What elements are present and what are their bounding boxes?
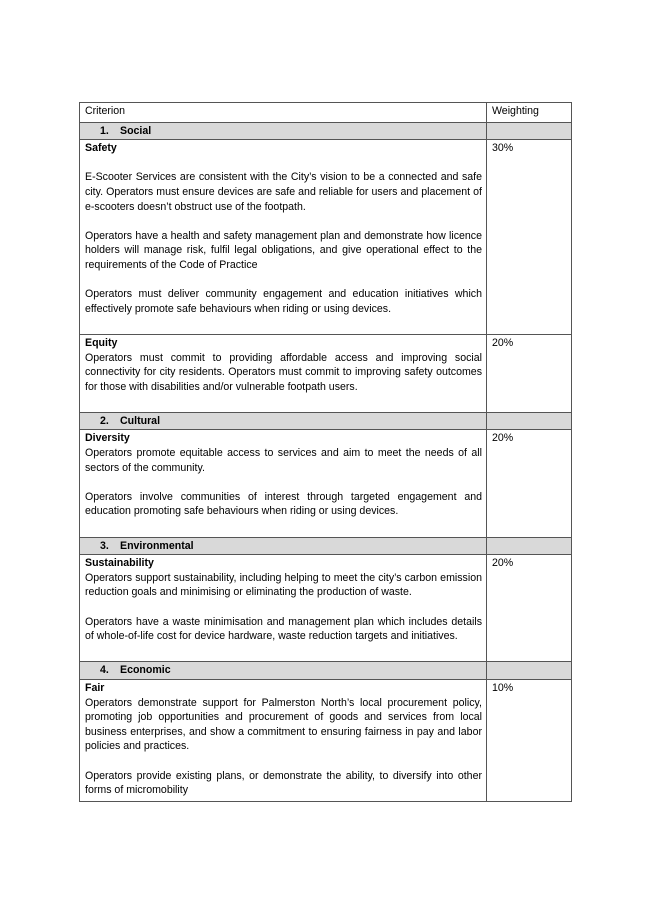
- weighting-value: 20%: [487, 555, 572, 662]
- criterion-cell: [80, 430, 487, 537]
- weighting-header: Weighting: [487, 103, 572, 123]
- criterion-paragraph: Operators involve communities of interest through targeted engagement and education promoting safe behaviours when riding or using devices.: [85, 490, 482, 518]
- section-number: 4.: [100, 664, 109, 677]
- criterion-paragraph: Operators demonstrate support for Palmerston North’s local procurement policy, promoting job opportunities and procurement of goods and services from local business enterprises, and show a commitment to ensuring fairness in pay and labor policies and practices.: [85, 696, 482, 753]
- criterion-row: [80, 430, 572, 537]
- criterion-header: Criterion: [80, 103, 487, 123]
- section-name: Cultural: [120, 414, 161, 427]
- section-weighting-cell: [487, 122, 572, 140]
- section-weighting-cell: [487, 412, 572, 430]
- criterion-title: Diversity: [85, 432, 130, 445]
- criterion-cell: [80, 555, 487, 662]
- criterion-title: Sustainability: [85, 557, 154, 570]
- criterion-row: [80, 334, 572, 412]
- weighting-value: 30%: [487, 140, 572, 335]
- weighting-value: 20%: [487, 334, 572, 412]
- criterion-title: Equity: [85, 336, 118, 349]
- criterion-paragraph: Operators promote equitable access to services and aim to meet the needs of all sectors of the community.: [85, 447, 482, 474]
- criterion-cell: [80, 140, 487, 335]
- spacer: [85, 316, 482, 331]
- section-number: 3.: [100, 539, 109, 552]
- section-row: [80, 412, 572, 430]
- section-number: 1.: [100, 124, 109, 137]
- section-heading: [80, 122, 487, 140]
- criterion-cell: [80, 334, 487, 412]
- criterion-row: [80, 555, 572, 662]
- spacer: [85, 214, 482, 229]
- section-heading: [80, 662, 487, 680]
- spacer: [85, 600, 482, 615]
- section-name: Social: [120, 124, 152, 137]
- section-row: [80, 122, 572, 140]
- spacer: [85, 754, 482, 769]
- spacer: [85, 273, 482, 288]
- section-weighting-cell: [487, 537, 572, 555]
- criterion-paragraph: Operators provide existing plans, or demonstrate the ability, to diversify into other forms of micromobility: [85, 769, 482, 797]
- spacer: [85, 475, 482, 490]
- section-weighting-cell: [487, 662, 572, 680]
- section-name: Economic: [120, 664, 171, 677]
- criterion-paragraph: Operators have a health and safety management plan and demonstrate how licence holders will manage risk, fulfil legal obligations, and give operational effect to the requirements of the Code of Practice: [85, 229, 482, 271]
- section-name: Environmental: [120, 539, 194, 552]
- criterion-row: [80, 679, 572, 801]
- weighting-value: 10%: [487, 679, 572, 801]
- spacer: [85, 644, 482, 659]
- section-row: [80, 537, 572, 555]
- section-row: [80, 662, 572, 680]
- criterion-row: [80, 140, 572, 335]
- section-heading: [80, 537, 487, 555]
- criterion-paragraph: E-Scooter Services are consistent with the City’s vision to be a connected and safe city. Operators must ensure devices are safe and reliable for users and placement of e-scooters doesn’t obstruct use of the footpath.: [85, 171, 482, 213]
- criterion-paragraph: Operators must commit to providing affordable access and improving social connectivity for city residents. Operators must commit to improving safety outcomes for those with disabilities and/or vulnerable footpath users.: [85, 351, 482, 393]
- section-heading: [80, 412, 487, 430]
- spacer: [85, 519, 482, 534]
- table-header-row: [80, 103, 572, 123]
- spacer: [85, 394, 482, 409]
- criterion-paragraph: Operators have a waste minimisation and management plan which includes details of whole-of-life cost for device hardware, waste reduction targets and initiatives.: [85, 615, 482, 643]
- section-number: 2.: [100, 414, 109, 427]
- criterion-cell: [80, 679, 487, 801]
- criteria-table-body: [80, 103, 572, 802]
- weighting-value: 20%: [487, 430, 572, 537]
- criteria-table: [79, 102, 572, 802]
- criterion-title: Fair: [85, 681, 105, 694]
- criterion-title: Safety: [85, 142, 117, 155]
- spacer: [85, 156, 482, 171]
- criterion-paragraph: Operators support sustainability, including helping to meet the city’s carbon emission reduction goals and minimising or eliminating the production of waste.: [85, 571, 482, 599]
- criterion-paragraph: Operators must deliver community engagement and education initiatives which effectively promote safe behaviours when riding or using devices.: [85, 288, 482, 315]
